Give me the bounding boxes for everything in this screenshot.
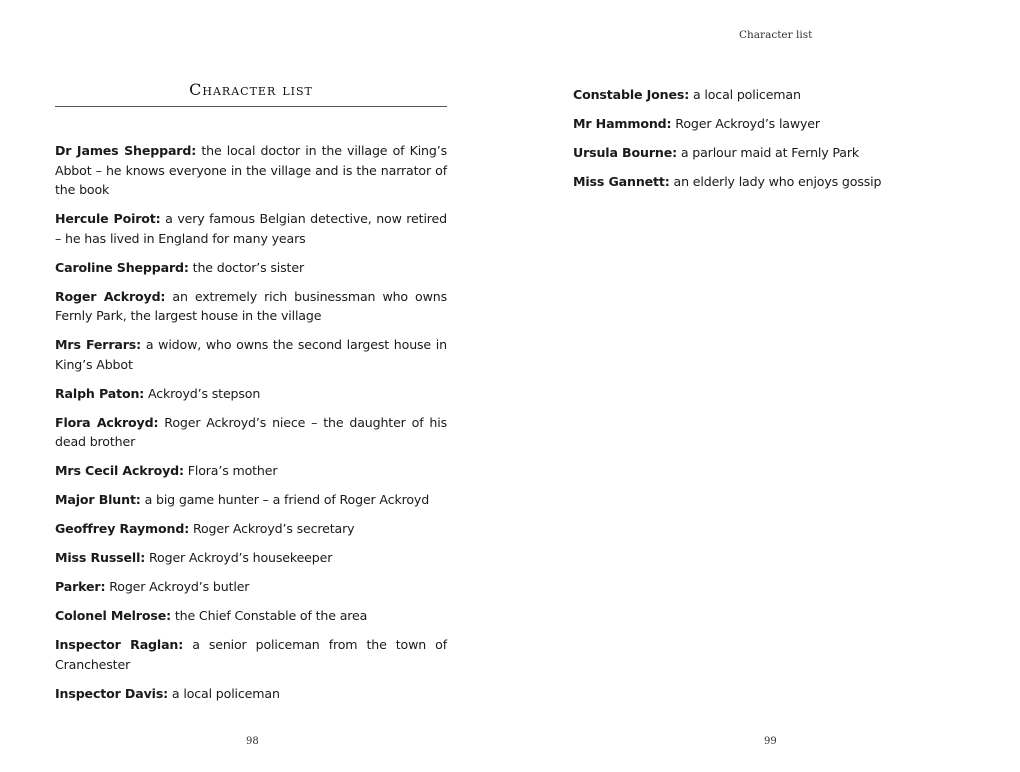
character-name: Mr Hammond:: [573, 116, 672, 131]
character-description: a widow, who owns the second largest house in King’s Abbot: [55, 337, 447, 372]
character-entry: [55, 684, 447, 704]
character-entry: [55, 258, 447, 278]
character-entry: [55, 635, 447, 674]
character-name: Constable Jones:: [573, 87, 690, 102]
character-entry: [55, 461, 447, 481]
character-entry: [55, 413, 447, 452]
character-description: Roger Ackroyd’s secretary: [192, 521, 355, 536]
character-name: Inspector Davis:: [55, 685, 169, 701]
character-name: Parker:: [55, 579, 106, 594]
character-name: Geoffrey Raymond:: [55, 521, 190, 536]
character-description: the doctor’s sister: [192, 259, 304, 275]
character-entry: [55, 141, 447, 200]
running-head: Character list: [739, 29, 813, 41]
character-description: Flora’s mother: [187, 463, 278, 478]
character-name: Hercule Poirot:: [55, 211, 161, 226]
page-title: Character list: [189, 80, 313, 99]
right-page: [510, 0, 1020, 772]
character-entry: [573, 143, 973, 163]
character-name: Mrs Cecil Ackroyd:: [55, 463, 184, 478]
character-name: Miss Gannett:: [573, 174, 670, 189]
character-entry: [55, 606, 447, 626]
character-description: the Chief Constable of the area: [174, 608, 368, 623]
character-entry: [55, 287, 447, 326]
character-entry: [55, 577, 447, 597]
character-description: a big game hunter – a friend of Roger Ackroyd: [144, 492, 430, 507]
character-name: Caroline Sheppard:: [55, 259, 189, 275]
character-name: Major Blunt:: [55, 492, 141, 507]
character-description: Roger Ackroyd’s butler: [109, 579, 250, 594]
character-description: Ackroyd’s stepson: [148, 385, 261, 401]
character-list-left: [55, 141, 447, 713]
character-name: Ursula Bourne:: [573, 145, 677, 160]
character-description: a local policeman: [692, 87, 801, 102]
character-entry: [573, 172, 973, 192]
character-entry: [55, 490, 447, 510]
character-entry: [55, 335, 447, 374]
character-name: Inspector Raglan:: [55, 637, 184, 652]
character-description: a very famous Belgian detective, now retired – he has lived in England for many years: [55, 211, 447, 246]
character-name: Roger Ackroyd:: [55, 288, 166, 304]
character-entry: [573, 114, 973, 134]
character-name: Miss Russell:: [55, 550, 146, 565]
character-list-right: [573, 85, 973, 201]
character-entry: [55, 209, 447, 248]
character-description: Roger Ackroyd’s niece – the daughter of his dead brother: [55, 414, 447, 449]
page-number-left: 98: [246, 736, 259, 747]
character-name: Flora Ackroyd:: [55, 414, 159, 430]
character-description: Roger Ackroyd’s lawyer: [675, 116, 820, 131]
character-name: Dr James Sheppard:: [55, 143, 197, 158]
title-rule: [55, 106, 447, 107]
character-description: a parlour maid at Fernly Park: [680, 145, 860, 160]
character-description: a senior policeman from the town of Cranchester: [55, 637, 447, 672]
character-name: Mrs Ferrars:: [55, 337, 142, 352]
character-name: Ralph Paton:: [55, 385, 145, 401]
character-name: Colonel Melrose:: [55, 608, 171, 623]
character-entry: [55, 384, 447, 404]
character-entry: [55, 548, 447, 568]
character-entry: [55, 519, 447, 539]
character-entry: [573, 85, 973, 105]
character-description: the local doctor in the village of King’s Abbot – he knows everyone in the village and is the narrator of the book: [55, 143, 448, 197]
character-description: a local policeman: [171, 685, 280, 701]
page-number-right: 99: [764, 736, 777, 747]
character-description: an elderly lady who enjoys gossip: [673, 174, 882, 189]
character-description: Roger Ackroyd’s housekeeper: [149, 550, 333, 565]
character-description: an extremely rich businessman who owns Fernly Park, the largest house in the village: [55, 288, 447, 323]
